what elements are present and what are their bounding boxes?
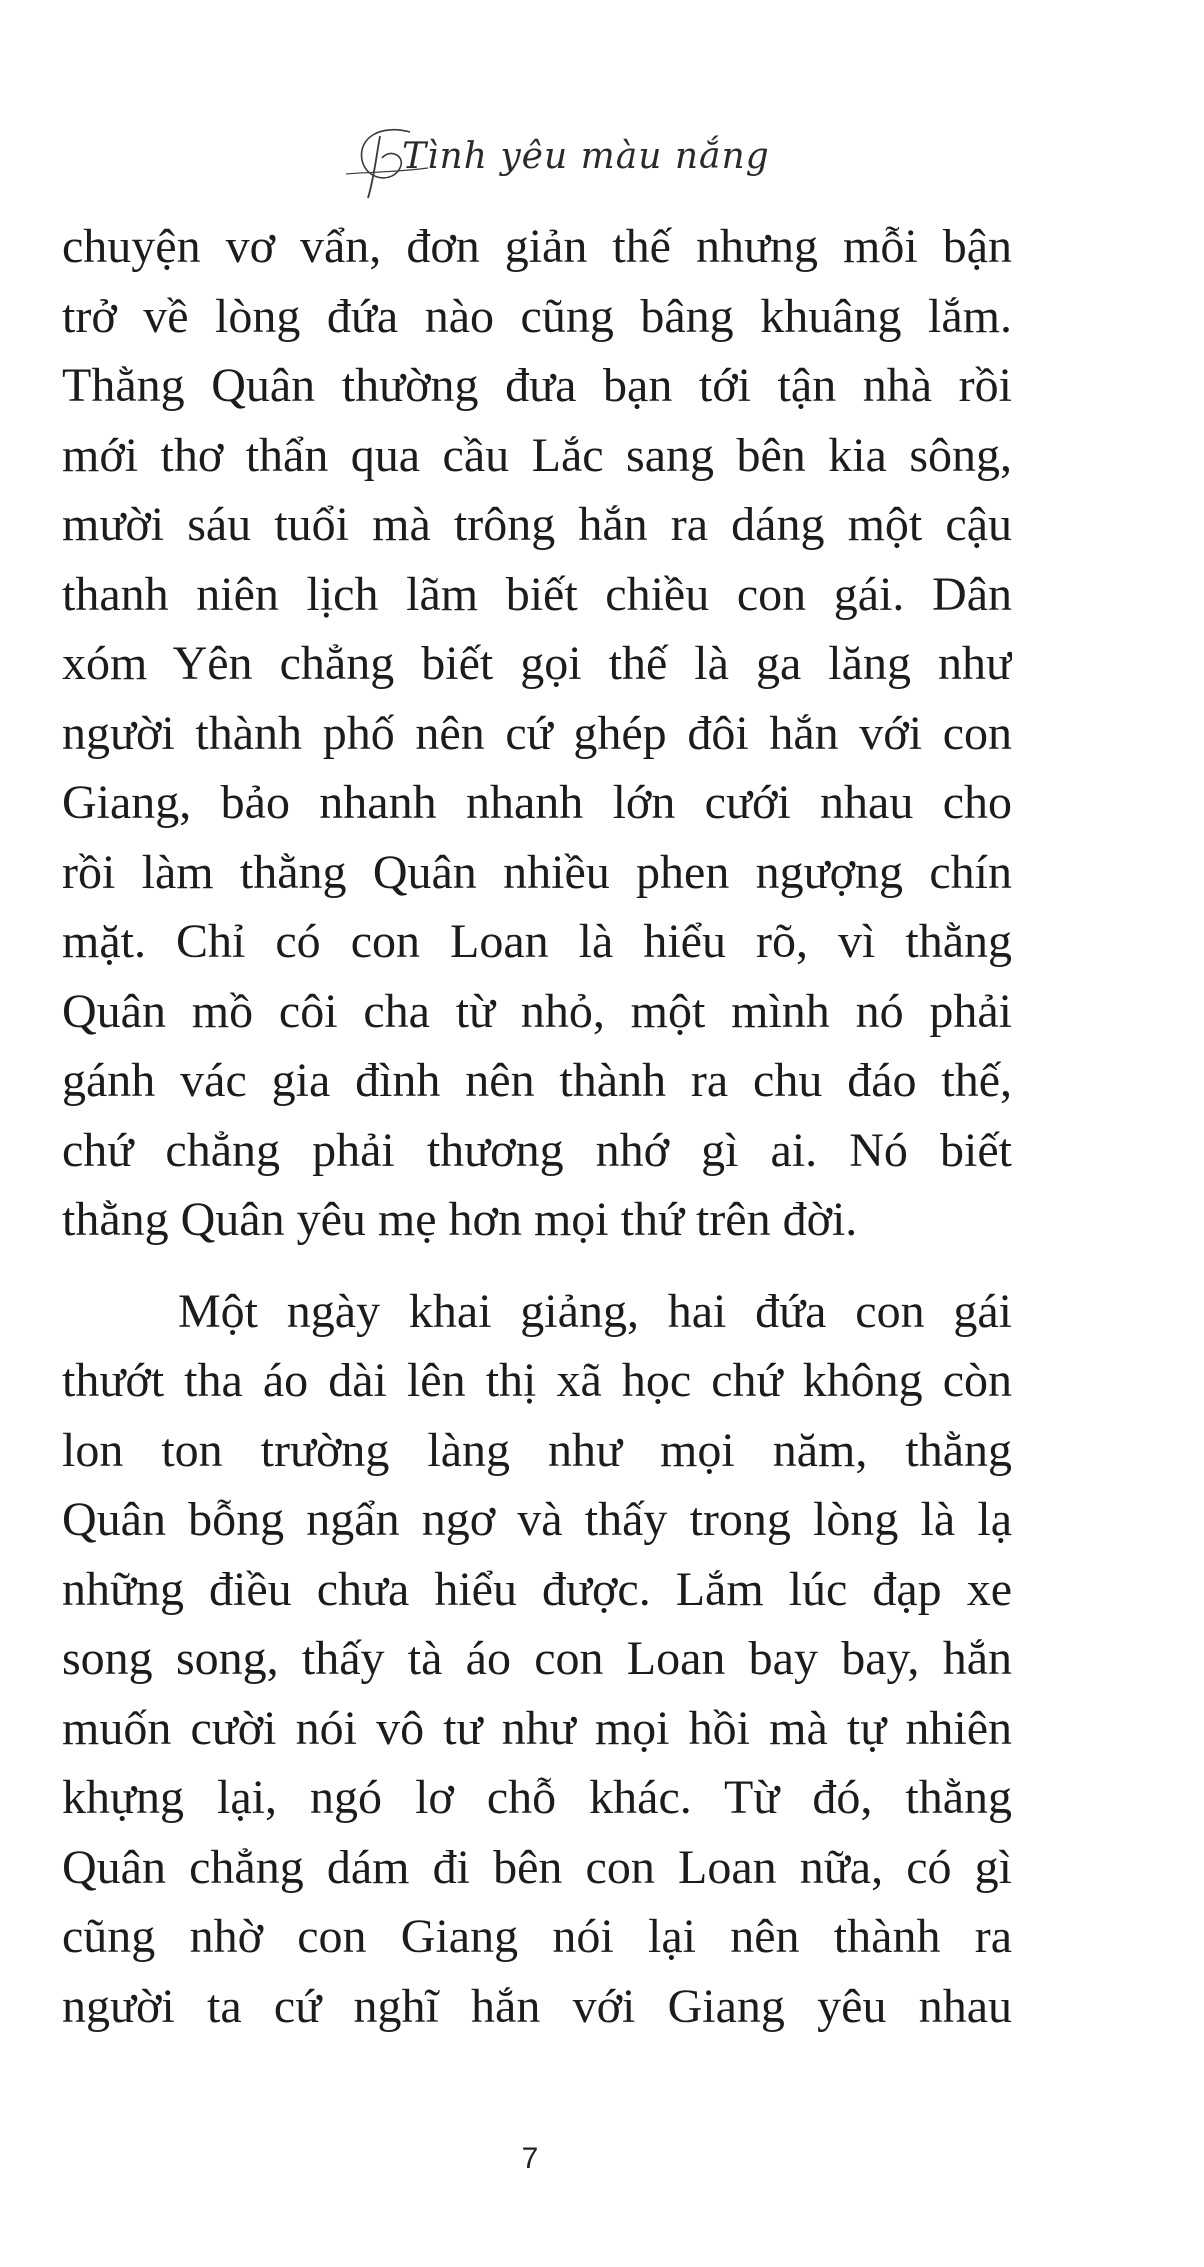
text-line: mười sáu tuổi mà trông hắn ra dáng một cậu — [62, 498, 1012, 551]
paragraph-1 — [62, 212, 1012, 1255]
text-line: Quân chẳng dám đi bên con Loan nữa, có gì — [62, 1840, 1012, 1894]
text-line: rồi làm thằng Quân nhiều phen ngượng chín — [62, 845, 1012, 899]
paragraph-2 — [62, 1277, 1012, 2042]
text-line: thanh niên lịch lãm biết chiều con gái. Dân — [62, 567, 1012, 621]
text-line: chuyện vơ vẩn, đơn giản thế nhưng mỗi bận — [62, 220, 1012, 273]
text-line: gánh vác gia đình nên thành ra chu đáo thế, — [62, 1054, 1012, 1107]
text-line: người ta cứ nghĩ hắn với Giang yêu nhau — [62, 1979, 1012, 2033]
text-line: lon ton trường làng như mọi năm, thằng — [62, 1423, 1012, 1477]
text-line: mặt. Chỉ có con Loan là hiểu rõ, vì thằng — [62, 915, 1012, 968]
text-line: người thành phố nên cứ ghép đôi hắn với con — [62, 706, 1012, 760]
text-line: thằng Quân yêu mẹ hơn mọi thứ trên đời. — [62, 1193, 858, 1246]
running-title: Tình yêu màu nắng — [402, 136, 770, 177]
running-header — [340, 118, 780, 208]
text-line: Một ngày khai giảng, hai đứa con gái — [178, 1284, 1012, 1338]
body-text — [62, 212, 1012, 2041]
text-line: Giang, bảo nhanh nhanh lớn cưới nhau cho — [62, 776, 1012, 829]
text-line: xóm Yên chẳng biết gọi thế là ga lăng như — [62, 637, 1012, 690]
text-line: Quân bỗng ngẩn ngơ và thấy trong lòng là lạ — [62, 1493, 1012, 1546]
text-line: khựng lại, ngó lơ chỗ khác. Từ đó, thằng — [62, 1771, 1012, 1824]
text-line: mới thơ thẩn qua cầu Lắc sang bên kia sông, — [62, 428, 1012, 482]
text-line: cũng nhờ con Giang nói lại nên thành ra — [62, 1910, 1012, 1963]
text-line: Quân mồ côi cha từ nhỏ, một mình nó phải — [62, 984, 1012, 1038]
page-number: 7 — [521, 2142, 539, 2175]
text-line: thướt tha áo dài lên thị xã học chứ không còn — [62, 1354, 1012, 1407]
text-line: trở về lòng đứa nào cũng bâng khuâng lắm. — [62, 289, 1012, 343]
text-line: Thằng Quân thường đưa bạn tới tận nhà rồi — [62, 359, 1012, 412]
text-line: muốn cười nói vô tư như mọi hồi mà tự nhiên — [62, 1701, 1012, 1755]
text-line: chứ chẳng phải thương nhớ gì ai. Nó biết — [62, 1123, 1012, 1177]
text-line: những điều chưa hiểu được. Lắm lúc đạp xe — [62, 1562, 1012, 1616]
text-line: song song, thấy tà áo con Loan bay bay, hắn — [62, 1632, 1012, 1685]
